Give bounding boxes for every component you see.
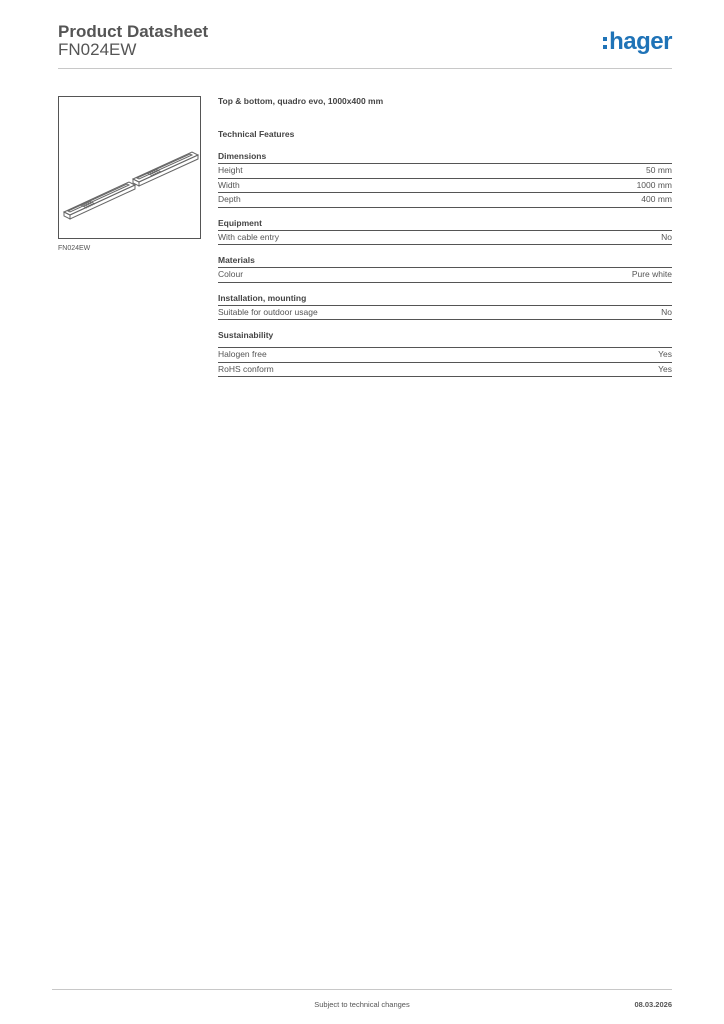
product-description: Top & bottom, quadro evo, 1000x400 mm [218,96,384,106]
product-image [58,96,201,239]
spec-value: 1000 mm [636,179,672,190]
spec-row [218,306,672,321]
spec-row [218,179,672,194]
page-footer [52,989,672,1019]
footer-note: Subject to technical changes [314,1000,410,1009]
section-materials [218,255,672,283]
technical-features-title: Technical Features [218,129,295,139]
spec-row [218,268,672,283]
spec-row [218,363,672,378]
page-header [58,22,672,69]
spec-label: Suitable for outdoor usage [218,306,318,317]
spec-label: Height [218,165,243,175]
spec-label: Halogen free [218,349,267,359]
image-caption: FN024EW [58,245,91,252]
spec-label: Depth [218,194,241,204]
section-title: Materials [218,255,672,268]
spec-row [218,348,672,363]
section-installation [218,293,672,321]
spec-label: RoHS conform [218,363,274,374]
product-drawing [59,97,200,238]
section-title: Dimensions [218,151,672,164]
spec-row [218,231,672,246]
spec-value: 400 mm [641,194,672,204]
spec-value: No [661,306,672,317]
section-sustainability [218,330,672,377]
spec-label: Colour [218,269,244,279]
spec-value: Pure white [631,269,672,279]
spec-label: With cable entry [218,231,279,242]
section-dimensions [218,151,672,208]
hager-logo [603,29,672,55]
section-title: Installation, mounting [218,293,672,306]
spec-value: Yes [658,349,672,359]
page-title: Product Datasheet [58,22,209,41]
spec-value: Yes [658,363,672,374]
logo-dots-icon [603,37,607,49]
product-code: FN024EW [58,40,137,59]
footer-date: 08.03.2026 [634,1000,672,1009]
section-equipment [218,218,672,246]
section-title: Equipment [218,218,672,231]
specifications [218,96,672,387]
logo-text: hager [609,28,672,55]
spec-row [218,193,672,208]
spec-label: Width [218,179,240,190]
spec-row [218,164,672,179]
section-title: Sustainability [218,330,672,348]
spec-value: 50 mm [646,165,672,175]
spec-value: No [661,231,672,242]
